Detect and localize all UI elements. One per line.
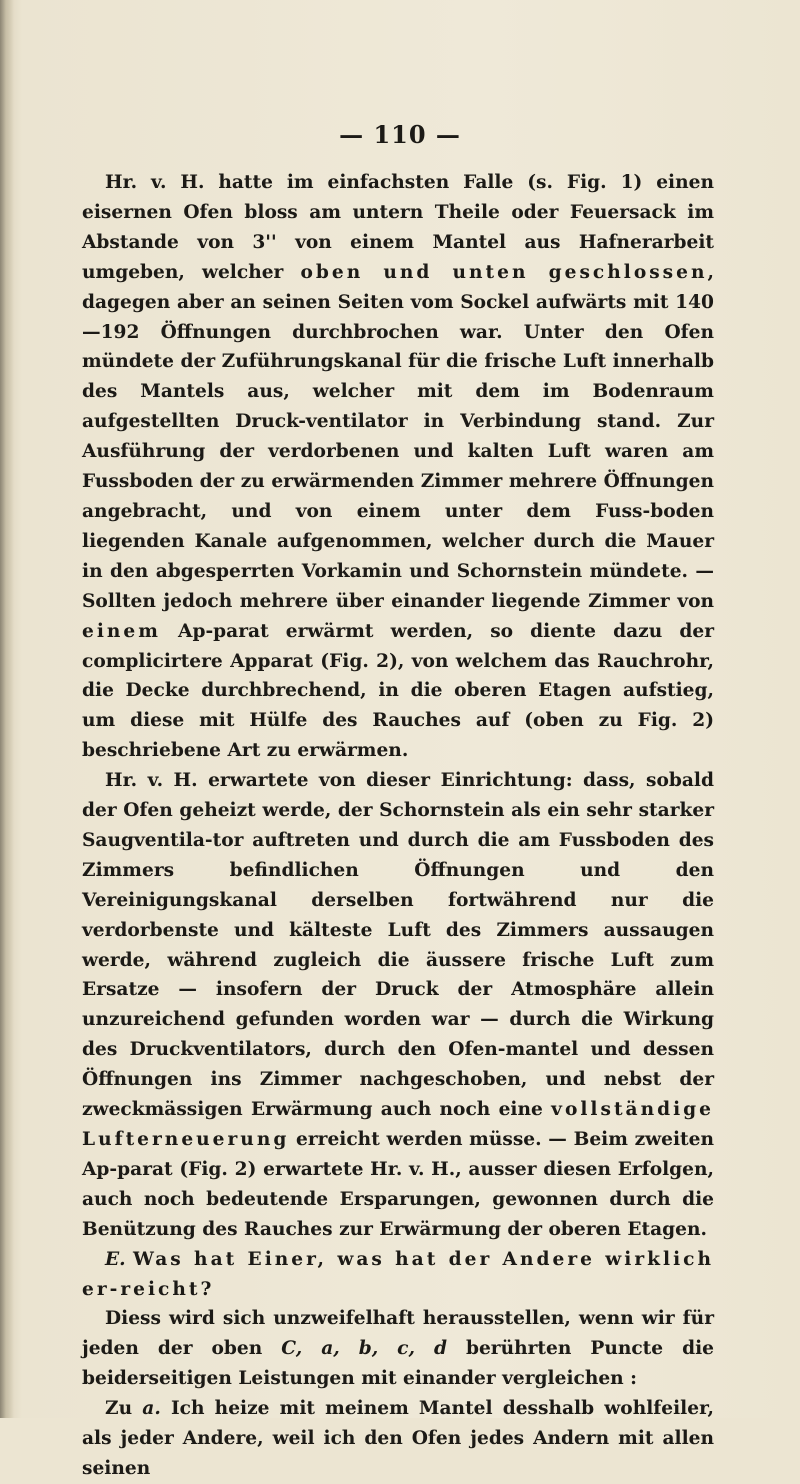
paragraph-3-part-2: berührten Puncte die beiderseitigen Leistungen mit einander vergleichen : <box>82 1338 714 1390</box>
page-number: — 110 — <box>339 120 461 149</box>
paragraph-4-part-2: Ich heize mit meinem Mantel desshalb wohlfeiler, als jeder Andere, weil ich den Ofen jedes Andern mit allen seinen <box>82 1398 714 1479</box>
emphasis-spaced: vollständige Lufterneuerung <box>82 1099 714 1150</box>
paragraph-3 <box>82 1304 714 1394</box>
paragraph-3-part-1: Diess wird sich unzweifelhaft herausstellen, wenn wir für jeden der oben <box>82 1308 714 1360</box>
paragraph-2-part-1: Hr. v. H. erwartete von dieser Einrichtung: dass, sobald der Ofen geheizt werde, der Schornstein als ein sehr starker Saugventila-tor auftreten und durch die am Fussboden des Zimmers befindlichen Öffnungen und den Vereinigungskanal derselben fortwährend nur die verdorbenste und kälteste Luft des Zimmers aussaugen werde, während zugleich die äussere frische Luft zum Ersatze — insofern der Druck der Atmosphäre allein unzureichend gefunden worden war — durch die Wirkung des Druckventilators, durch den Ofen-mantel und dessen Öffnungen ins Zimmer nachgeschoben, und nebst der zweckmässigen Erwärmung auch noch eine <box>82 770 714 1121</box>
paragraph-1 <box>82 168 714 766</box>
heading-space <box>126 1249 133 1270</box>
paragraph-1-part-2: , dagegen aber an seinen Seiten vom Sockel aufwärts mit 140—192 Öffnungen durchbrochen war. Unter den Ofen mündete der Zuführungskanal für die frische Luft innerhalb des Mantels aus, welcher mit dem im Bodenraum aufgestellten Druck-ventilator in Verbindung stand. Zur Ausführung der verdorbenen und kalten Luft waren am Fussboden der zu erwärmenden Zimmer mehrere Öffnungen angebracht, und von einem unter dem Fuss-boden liegenden Kanale aufgenommen, welcher durch die Mauer in den abgesperrten Vorkamin und Schornstein mündete. — Sollten jedoch mehrere über einander liegende Zimmer von <box>82 261 714 612</box>
paragraph-1-part-3: Ap-parat erwärmt werden, so diente dazu der complicirtere Apparat (Fig. 2), von welchem das Rauchrohr, die Decke durchbrechend, in die oberen Etagen aufstieg, um diese mit Hülfe des Rauches auf (oben zu Fig. 2) beschriebene Art zu erwärmen. <box>82 620 714 762</box>
emphasis-spaced: oben und unten geschlossen <box>300 261 708 283</box>
paragraph-2 <box>82 766 714 1245</box>
paragraph-4 <box>82 1394 714 1484</box>
points-list: C, a, b, c, d <box>281 1338 447 1360</box>
emphasis-spaced: einem <box>82 620 161 642</box>
paragraph-2-part-2: erreicht werden müsse. — Beim zweiten Ap-parat (Fig. 2) erwartete Hr. v. H., ausser diesen Erfolgen, auch noch bedeutende Ersparungen, gewonnen durch die Benützung des Rauches zur Erwärmung der oberen Etagen. <box>82 1129 714 1240</box>
paragraph-4-part-1: Zu <box>105 1398 143 1420</box>
section-letter: E. <box>105 1248 126 1270</box>
body-text <box>82 168 714 1484</box>
section-heading <box>82 1245 714 1305</box>
point-a: a. <box>142 1398 161 1420</box>
section-title: Was hat Einer, was hat der Andere wirklich er-reicht? <box>82 1248 714 1300</box>
paragraph-1-part-1: Hr. v. H. hatte im einfachsten Falle (s. Fig. 1) einen eisernen Ofen bloss am untern Theile oder Feuersack im Abstande von 3'' von einem Mantel aus Hafnerarbeit umgeben, welcher <box>82 172 714 283</box>
page-edge-shadow <box>0 0 14 1418</box>
